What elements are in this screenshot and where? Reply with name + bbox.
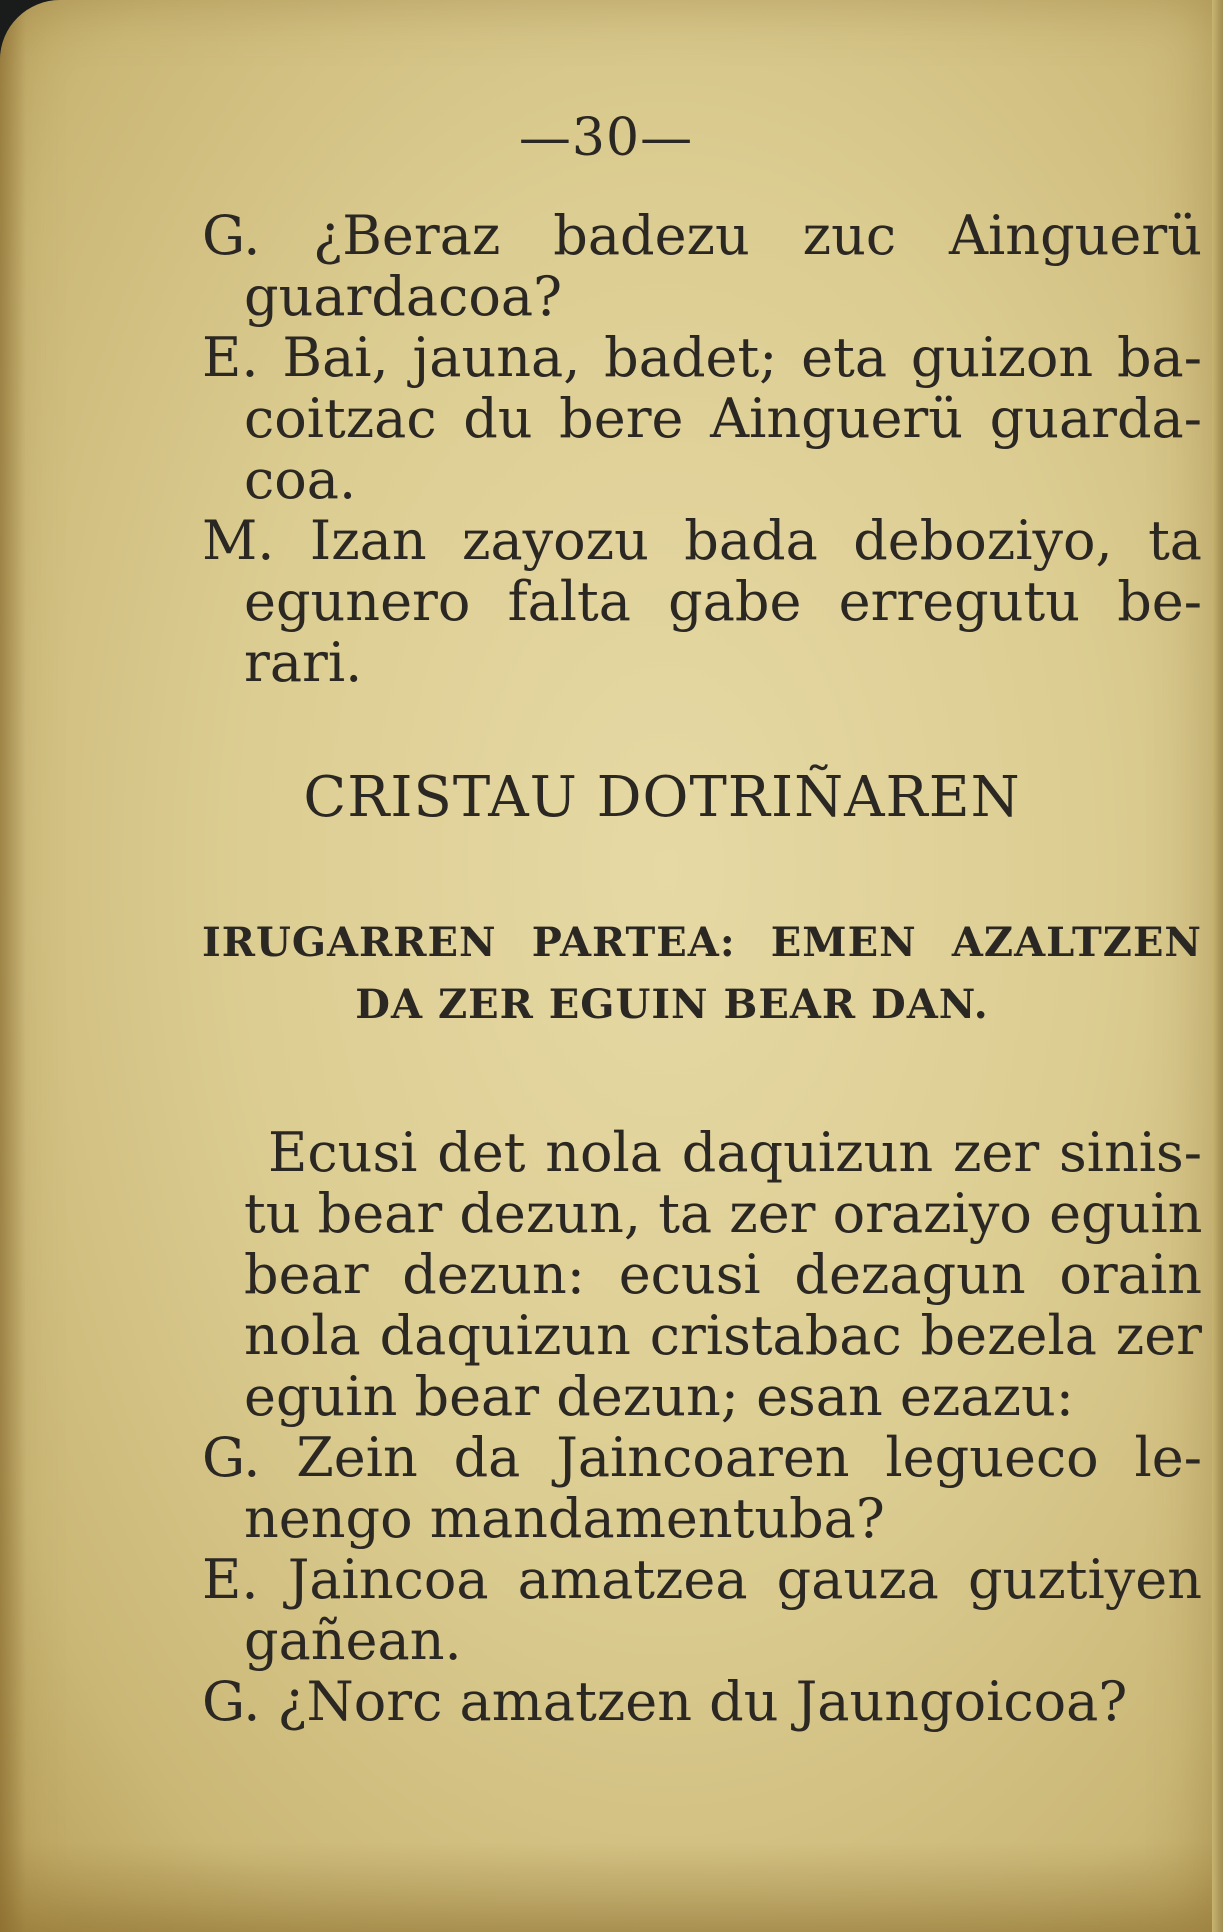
dialogue-line — [244, 388, 1202, 449]
dialogue-line — [202, 205, 1202, 266]
dialogue-bottom — [202, 1427, 1202, 1732]
dialogue-text: egunero falta gabe erregutu be- — [244, 570, 1202, 633]
dialogue-entry-g — [202, 1671, 1202, 1732]
dialogue-text: coitzac du bere Ainguerü guarda- — [244, 387, 1202, 450]
dialogue-text: Izan zayozu bada deboziyo, ta — [309, 509, 1202, 572]
page-number: —30— — [518, 108, 694, 168]
section-heading: CRISTAU DOTRIÑAREN — [303, 765, 1021, 830]
subheading-line: DA ZER EGUIN BEAR DAN. — [355, 981, 989, 1028]
speaker-label: G. — [202, 1670, 261, 1733]
dialogue-line — [244, 1488, 1202, 1549]
subheading-line: IRUGARREN PARTEA: EMEN AZALTZEN — [202, 919, 1202, 966]
dialogue-text: Zein da Jaincoaren legueco le- — [296, 1426, 1203, 1489]
speaker-label: M. — [202, 509, 275, 572]
dialogue-entry-e — [202, 1549, 1202, 1671]
dialogue-line — [202, 1671, 1202, 1732]
paragraph-line: eguin bear dezun; esan ezazu: — [244, 1365, 1074, 1428]
dialogue-text: ¿Norc amatzen du Jaungoicoa? — [277, 1670, 1128, 1733]
dialogue-line — [244, 449, 1202, 510]
dialogue-line — [244, 1610, 1202, 1671]
dialogue-text: gañean. — [244, 1609, 462, 1672]
dialogue-text: guardacoa? — [244, 265, 563, 328]
dialogue-entry-g — [202, 1427, 1202, 1549]
section-subheading — [202, 912, 1202, 1036]
dialogue-entry-g — [202, 205, 1202, 327]
dialogue-text: Bai, jauna, badet; eta guizon ba- — [282, 326, 1202, 389]
dialogue-top — [202, 205, 1202, 693]
dialogue-text: ¿Beraz badezu zuc Ainguerü — [313, 204, 1202, 267]
dialogue-text: nengo mandamentuba? — [244, 1487, 885, 1550]
speaker-label: G. — [202, 204, 261, 267]
dialogue-line — [202, 510, 1202, 571]
dialogue-text: Jaincoa amatzea gauza guztiyen — [287, 1548, 1202, 1611]
dialogue-line — [202, 327, 1202, 388]
paragraph-line: Ecusi det nola daquizun zer sinis- — [268, 1121, 1202, 1184]
dialogue-text: coa. — [244, 448, 357, 511]
dialogue-line — [202, 1427, 1202, 1488]
speaker-label: E. — [202, 1548, 259, 1611]
page-edge — [1212, 0, 1223, 1932]
speaker-label: G. — [202, 1426, 261, 1489]
paragraph-line: nola daquizun cristabac bezela zer — [244, 1304, 1202, 1367]
body-paragraph — [202, 1122, 1202, 1427]
dialogue-line — [244, 266, 1202, 327]
dialogue-entry-m — [202, 510, 1202, 693]
dialogue-text: rari. — [244, 631, 363, 694]
dialogue-entry-e — [202, 327, 1202, 510]
paragraph-line: tu bear dezun, ta zer oraziyo eguin — [244, 1182, 1203, 1245]
dialogue-line — [202, 1549, 1202, 1610]
dialogue-line — [244, 632, 1202, 693]
paragraph-line: bear dezun: ecusi dezagun orain — [244, 1243, 1202, 1306]
dialogue-line — [244, 571, 1202, 632]
speaker-label: E. — [202, 326, 259, 389]
